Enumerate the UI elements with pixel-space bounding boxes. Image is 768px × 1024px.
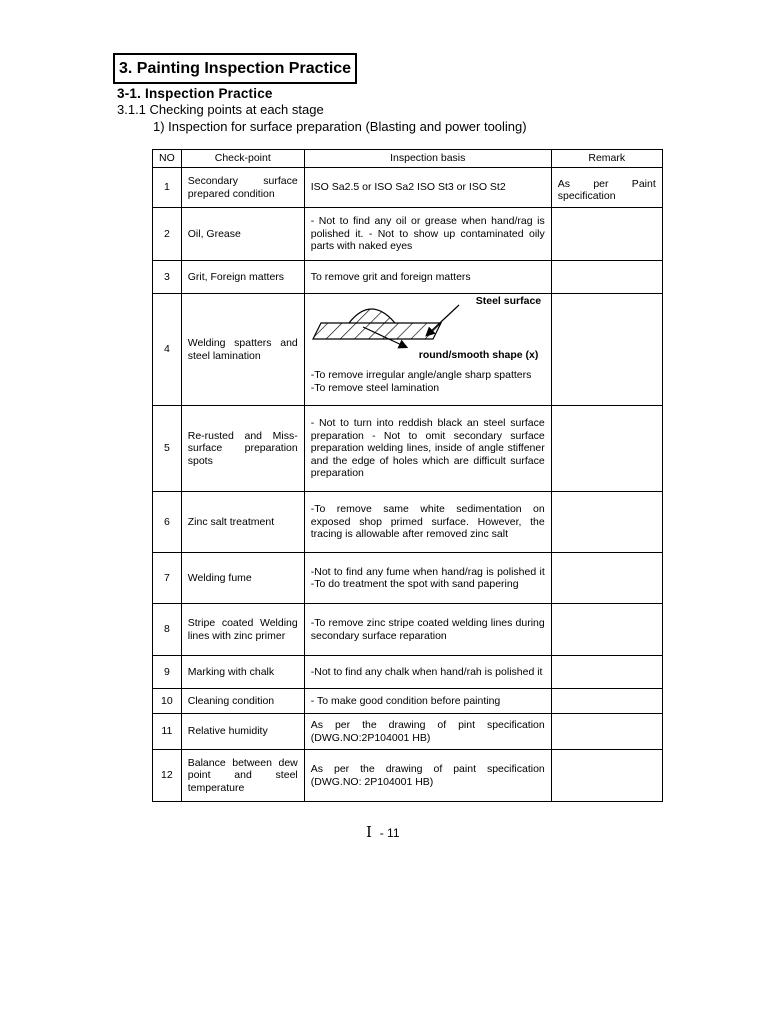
- row-inspection-basis: As per the drawing of pint specification (DWG.NO:2P104001 HB): [304, 714, 551, 750]
- row-no: 8: [153, 604, 182, 656]
- row-check-point: Welding spatters and steel lamination: [181, 294, 304, 406]
- row-remark: [551, 208, 662, 261]
- basis-text-2: -To remove steel lamination: [310, 381, 440, 394]
- row-remark: [551, 406, 662, 492]
- row-check-point: Re-rusted and Miss-surface preparation spots: [181, 406, 304, 492]
- row-check-point: Welding fume: [181, 553, 304, 604]
- row-no: 1: [153, 168, 182, 208]
- row-no: 10: [153, 689, 182, 714]
- row-remark: [551, 553, 662, 604]
- page-number: [366, 822, 400, 843]
- row-check-point: Relative humidity: [181, 714, 304, 750]
- table-row: [153, 553, 663, 604]
- row-check-point: Zinc salt treatment: [181, 492, 304, 553]
- table-row: [153, 604, 663, 656]
- row-remark: [551, 689, 662, 714]
- table-row: [153, 750, 663, 802]
- row-no: 4: [153, 294, 182, 406]
- table-row: [153, 208, 663, 261]
- row-remark: [551, 604, 662, 656]
- row-remark: [551, 750, 662, 802]
- header-inspection-basis: Inspection basis: [304, 150, 551, 168]
- row-no: 7: [153, 553, 182, 604]
- steel-surface-diagram: [311, 297, 545, 367]
- page-roman-numeral: Ⅰ: [366, 823, 372, 841]
- row-remark: [551, 168, 662, 208]
- row-inspection-basis: -To remove zinc stripe coated welding lines during secondary surface reparation: [304, 604, 551, 656]
- row-inspection-basis: -Not to find any fume when hand/rag is polished it -To do treatment the spot with sand papering: [304, 553, 551, 604]
- row-inspection-basis: - Not to find any oil or grease when hand/rag is polished it. - Not to show up contaminated oily parts with naked eyes: [304, 208, 551, 261]
- section-title: 3. Painting Inspection Practice: [113, 53, 357, 84]
- row-check-point: Oil, Grease: [181, 208, 304, 261]
- row-no: 5: [153, 406, 182, 492]
- subsubsection-title: 3.1.1 Checking points at each stage: [117, 102, 324, 117]
- table-row: [153, 492, 663, 553]
- page-number-text: - 11: [379, 826, 400, 840]
- row-no: 9: [153, 656, 182, 689]
- row-no: 2: [153, 208, 182, 261]
- row-check-point: Marking with chalk: [181, 656, 304, 689]
- row-inspection-basis: As per the drawing of paint specification (DWG.NO: 2P104001 HB): [304, 750, 551, 802]
- row-inspection-basis: -To remove same white sedimentation on exposed shop primed surface. However, the tracing is allowable after removed zinc salt: [304, 492, 551, 553]
- row-no: 3: [153, 261, 182, 294]
- row-check-point: Balance between dew point and steel temperature: [181, 750, 304, 802]
- table-row: [153, 261, 663, 294]
- row-inspection-basis: - Not to turn into reddish black an steel surface preparation - Not to omit secondary surface preparation welding lines, inside of angle stiffener and the edge of holes which are difficult surface preparation: [304, 406, 551, 492]
- header-remark: Remark: [551, 150, 662, 168]
- diagram-label-steel-surface: Steel surface: [475, 295, 542, 307]
- table-row: [153, 714, 663, 750]
- row-inspection-basis: ISO Sa2.5 or ISO Sa2 ISO St3 or ISO St2: [304, 168, 551, 208]
- table-row: [153, 656, 663, 689]
- table-row: [153, 168, 663, 208]
- row-remark: [551, 492, 662, 553]
- row-remark: [551, 714, 662, 750]
- row-no: 6: [153, 492, 182, 553]
- row-no: 12: [153, 750, 182, 802]
- row-check-point: Stripe coated Welding lines with zinc primer: [181, 604, 304, 656]
- row-remark: [551, 294, 662, 406]
- table-row: [153, 689, 663, 714]
- diagram-label-round-shape: round/smooth shape (x): [418, 349, 539, 361]
- row-remark: [551, 261, 662, 294]
- header-check-point: Check-point: [181, 150, 304, 168]
- subsection-title: 3-1. Inspection Practice: [117, 86, 273, 101]
- row-no: 11: [153, 714, 182, 750]
- row-remark: [551, 656, 662, 689]
- row-inspection-basis: [304, 294, 551, 406]
- row-check-point: Cleaning condition: [181, 689, 304, 714]
- header-no: NO: [153, 150, 182, 168]
- basis-text: -To remove irregular angle/angle sharp spatters: [310, 369, 532, 381]
- table-header-row: [153, 150, 663, 168]
- table-row: [153, 294, 663, 406]
- remark-text: As per Paint specification: [557, 177, 656, 202]
- row-check-point: Grit, Foreign matters: [181, 261, 304, 294]
- item-title: 1) Inspection for surface preparation (Blasting and power tooling): [153, 119, 527, 134]
- row-inspection-basis: - To make good condition before painting: [304, 689, 551, 714]
- table-row: [153, 406, 663, 492]
- row-inspection-basis: To remove grit and foreign matters: [304, 261, 551, 294]
- row-inspection-basis: -Not to find any chalk when hand/rah is polished it: [304, 656, 551, 689]
- inspection-table: [152, 149, 663, 802]
- row-check-point: Secondary surface prepared condition: [181, 168, 304, 208]
